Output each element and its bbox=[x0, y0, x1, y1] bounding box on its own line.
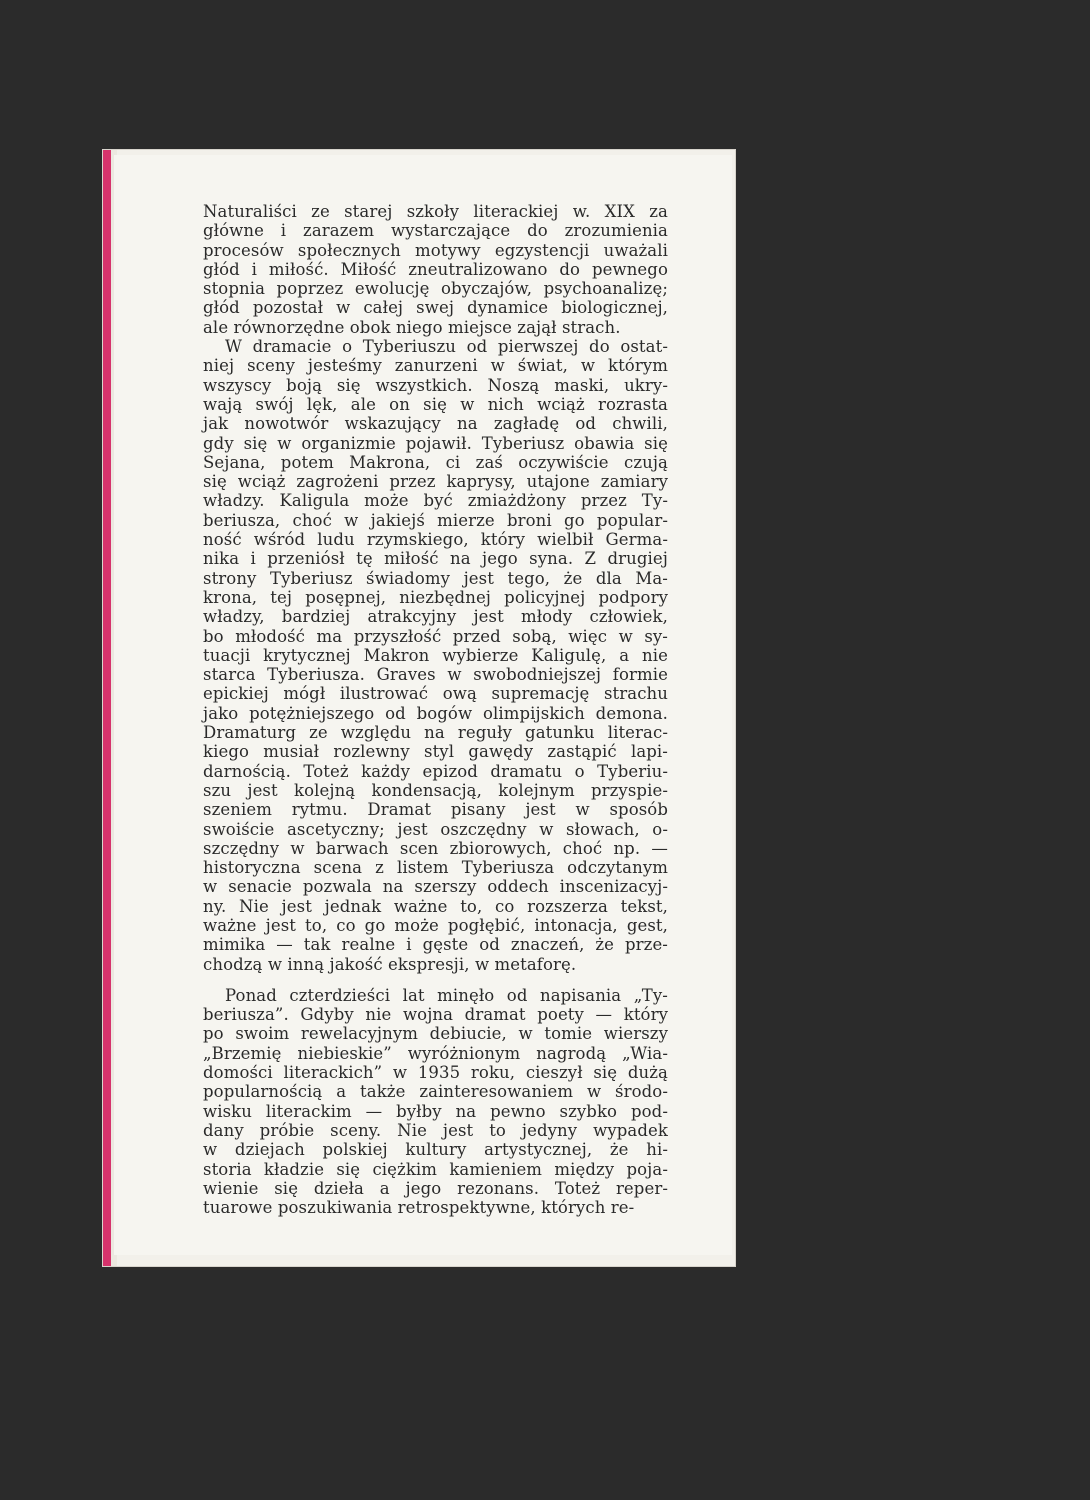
text-line: storia kładzie się ciężkim kamieniem między poja- bbox=[203, 1159, 668, 1179]
text-line: głód pozostał w całej swej dynamice biologicznej, bbox=[203, 298, 668, 318]
text-line: władzy, bardziej atrakcyjny jest młody człowiek, bbox=[203, 607, 668, 627]
text-line: starca Tyberiusza. Graves w swobodniejszej formie bbox=[203, 665, 668, 685]
text-line: stopnia poprzez ewolucję obyczajów, psychoanalizę; bbox=[203, 279, 668, 299]
text-line: swoiście ascetyczny; jest oszczędny w słowach, o- bbox=[203, 819, 668, 839]
text-line: jak nowotwór wskazujący na zagładę od chwili, bbox=[203, 414, 668, 434]
text-line: mimika — tak realne i gęste od znaczeń, że prze- bbox=[203, 935, 668, 955]
text-line: kiego musiał rozlewny styl gawędy zastąpić lapi- bbox=[203, 742, 668, 762]
text-line: władzy. Kaligula może być zmiażdżony przez Ty- bbox=[203, 491, 668, 511]
text-line: procesów społecznych motywy egzystencji uważali bbox=[203, 240, 668, 260]
text-line: tuacji krytycznej Makron wybierze Kaligulę, a nie bbox=[203, 645, 668, 665]
text-line: Dramaturg ze względu na reguły gatunku literac- bbox=[203, 723, 668, 743]
text-line: się wciąż zagrożeni przez kaprysy, utajone zamiary bbox=[203, 472, 668, 492]
text-line: wszyscy boją się wszystkich. Noszą maski, ukry- bbox=[203, 375, 668, 395]
text-line: szczędny w barwach scen zbiorowych, choć np. — bbox=[203, 838, 668, 858]
paragraph bbox=[203, 337, 668, 974]
text-line: popularnością a także zainteresowaniem w środo- bbox=[203, 1082, 668, 1102]
text-line: darnością. Toteż każdy epizod dramatu o Tyberiu- bbox=[203, 761, 668, 781]
text-line: wisku literackim — byłby na pewno szybko pod- bbox=[203, 1101, 668, 1121]
body-text bbox=[203, 202, 668, 1217]
text-line: dany próbie sceny. Nie jest to jedyny wypadek bbox=[203, 1120, 668, 1140]
text-line: epickiej mógł ilustrować ową supremację strachu bbox=[203, 684, 668, 704]
text-line: w dziejach polskiej kultury artystycznej, że hi- bbox=[203, 1140, 668, 1160]
text-line: Sejana, potem Makrona, ci zaś oczywiście czują bbox=[203, 452, 668, 472]
text-line: beriusza”. Gdyby nie wojna dramat poety — który bbox=[203, 1005, 668, 1025]
text-line: ność wśród ludu rzymskiego, który wielbił Germa- bbox=[203, 530, 668, 550]
text-line: krona, tej posępnej, niezbędnej policyjnej podpory bbox=[203, 587, 668, 607]
text-line: beriusza, choć w jakiejś mierze broni go popular- bbox=[203, 510, 668, 530]
text-line: po swoim rewelacyjnym debiucie, w tomie wierszy bbox=[203, 1024, 668, 1044]
text-line: „Brzemię niebieskie” wyróżnionym nagrodą „Wia- bbox=[203, 1043, 668, 1063]
text-line: gdy się w organizmie pojawił. Tyberiusz obawia się bbox=[203, 433, 668, 453]
text-line: domości literackich” w 1935 roku, cieszył się dużą bbox=[203, 1063, 668, 1083]
text-line: ny. Nie jest jednak ważne to, co rozszerza tekst, bbox=[203, 896, 668, 916]
text-line: tuarowe poszukiwania retrospektywne, których re- bbox=[203, 1198, 635, 1218]
text-line: Naturaliści ze starej szkoły literackiej w. XIX za bbox=[203, 202, 668, 221]
text-line: ważne jest to, co go może pogłębić, intonacja, gest, bbox=[203, 915, 668, 935]
text-line: W dramacie o Tyberiuszu od pierwszej do ostat- bbox=[225, 337, 668, 357]
text-line: szeniem rytmu. Dramat pisany jest w sposób bbox=[203, 800, 668, 820]
text-line: historyczna scena z listem Tyberiusza odczytanym bbox=[203, 858, 668, 878]
text-line: nika i przeniósł tę miłość na jego syna. Z drugiej bbox=[203, 549, 668, 569]
text-line: Ponad czterdzieści lat minęło od napisania „Ty- bbox=[225, 985, 668, 1005]
text-line: głód i miłość. Miłość zneutralizowano do pewnego bbox=[203, 259, 668, 279]
text-line: ale równorzędne obok niego miejsce zajął strach. bbox=[203, 317, 621, 337]
text-line: szu jest kolejną kondensacją, kolejnym przyspie- bbox=[203, 780, 668, 800]
text-line: niej sceny jesteśmy zanurzeni w świat, w którym bbox=[203, 356, 668, 376]
text-line: strony Tyberiusz świadomy jest tego, że dla Ma- bbox=[203, 568, 668, 588]
text-line: wienie się dzieła a jego rezonans. Toteż reper- bbox=[203, 1178, 668, 1198]
paragraph bbox=[203, 974, 668, 1218]
text-line: w senacie pozwala na szerszy oddech inscenizacyj- bbox=[203, 877, 668, 897]
text-line: jako potężniejszego od bogów olimpijskich demona. bbox=[203, 703, 668, 723]
paragraph bbox=[203, 202, 668, 337]
text-line: wają swój lęk, ale on się w nich wciąż rozrasta bbox=[203, 394, 668, 414]
text-line: chodzą w inną jakość ekspresji, w metaforę. bbox=[203, 954, 577, 974]
text-line: główne i zarazem wystarczające do zrozumienia bbox=[203, 221, 668, 241]
text-line: bo młodość ma przyszłość przed sobą, więc w sy- bbox=[203, 626, 668, 646]
